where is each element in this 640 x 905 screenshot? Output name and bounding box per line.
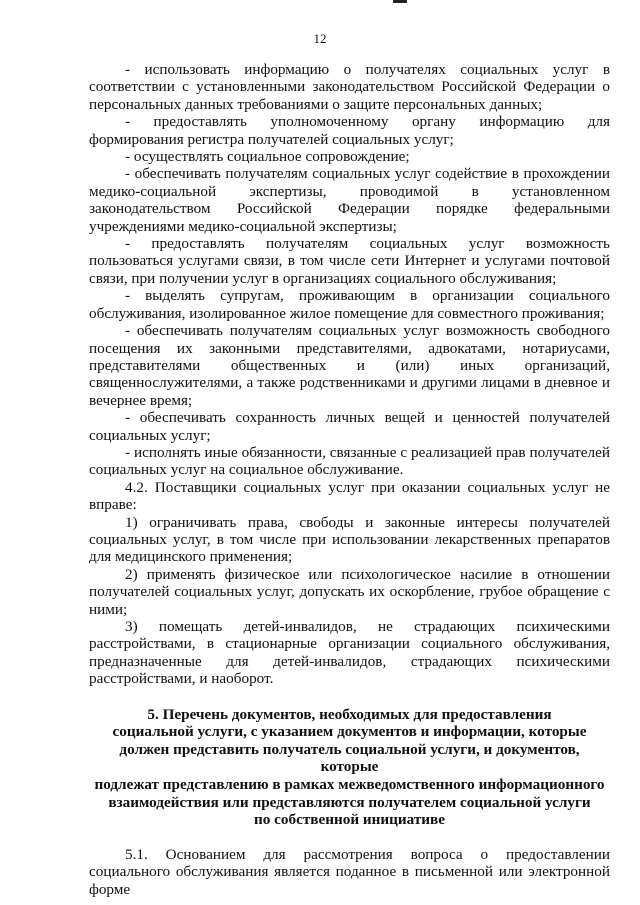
heading-line: взаимодействия или представляются получателем социальной услуги <box>108 793 591 811</box>
paragraph: 1) ограничивать права, свободы и законные интересы получателей социальных услуг, в том числе при использовании лекарственных препаратов для медицинского применения; <box>89 513 610 566</box>
paragraph: - осуществлять социальное сопровождение; <box>125 148 410 166</box>
scan-artifact <box>393 0 407 3</box>
paragraph: - обеспечивать получателям социальных услуг возможность свободного посещения их законными представителями, адвокатами, нотариусами, представителями общественных и (или) иных организаций, священнослужителями, а также родственниками и другими лицами в дневное и вечернее время; <box>89 322 610 409</box>
section-heading <box>89 706 610 829</box>
document-body <box>89 61 610 898</box>
paragraph: - выделять супругам, проживающим в организации социального обслуживания, изолированное жилое помещение для совместного проживания; <box>89 287 610 322</box>
page-number: 12 <box>313 31 327 46</box>
paragraph: 5.1. Основанием для рассмотрения вопроса о предоставлении социального обслуживания является поданное в письменной или электронной форме <box>89 845 610 898</box>
heading-line: должен представить получатель социальной услуги, и документов, которые <box>119 740 580 776</box>
heading-line: подлежат представлению в рамках межведомственного информационного <box>94 776 605 793</box>
paragraph: - обеспечивать сохранность личных вещей и ценностей получателей социальных услуг; <box>89 409 610 444</box>
heading-line: по собственной инициативе <box>254 811 445 829</box>
paragraph: - предоставлять получателям социальных услуг возможность пользоваться услугами связи, в том числе сети Интернет и услугами почтовой связи, при получении услуг в организациях социального обслуживания; <box>89 235 610 287</box>
heading-line: социальной услуги, с указанием документов и информации, которые <box>112 723 587 741</box>
paragraph: 4.2. Поставщики социальных услуг при оказании социальных услуг не вправе: <box>89 478 610 514</box>
paragraph: 2) применять физическое или психологическое насилие в отношении получателей социальных услуг, допускать их оскорбление, грубое обращение с ними; <box>89 565 610 618</box>
paragraph: - предоставлять уполномоченному органу информацию для формирования регистра получателей социальных услуг; <box>89 113 610 148</box>
heading-line: 5. Перечень документов, необходимых для предоставления <box>147 705 552 723</box>
paragraph: 3) помещать детей-инвалидов, не страдающих психическими расстройствами, в стационарные организации социального обслуживания, предназначенные для детей-инвалидов, страдающих психическими расстройствами, и наоборот. <box>89 618 610 688</box>
paragraph: - использовать информацию о получателях социальных услуг в соответствии с установленными законодательством Российской Федерации о персональных данных требованиями о защите персональных данных; <box>89 61 610 113</box>
paragraph: - исполнять иные обязанности, связанные с реализацией прав получателей социальных услуг на социальное обслуживание. <box>89 443 610 479</box>
paragraph: - обеспечивать получателям социальных услуг содействие в прохождении медико-социальной экспертизы, проводимой в установленном законодательством Российской Федерации порядке федеральными учреждениями медико-социальной экспертизы; <box>89 165 610 235</box>
